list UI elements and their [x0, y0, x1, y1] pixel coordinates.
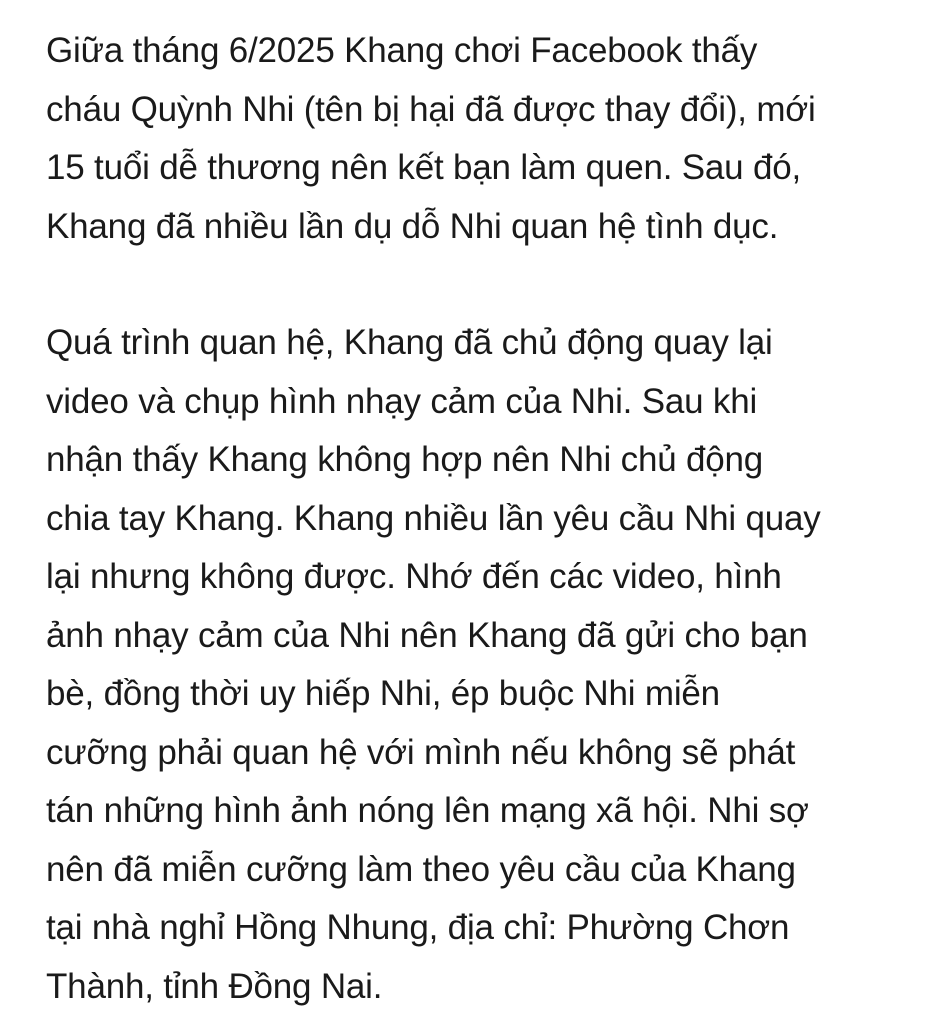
text-line: tán những hình ảnh nóng lên mạng xã hội. Nhi sợ [46, 791, 809, 830]
text-line: nên đã miễn cưỡng làm theo yêu cầu của Khang [46, 849, 796, 889]
text-line: cưỡng phải quan hệ với mình nếu không sẽ phát [46, 732, 796, 772]
text-line: nhận thấy Khang không hợp nên Nhi chủ động [46, 440, 764, 479]
text-line: video và chụp hình nhạy cảm của Nhi. Sau khi [46, 381, 758, 421]
article-body [46, 22, 906, 1016]
text-line: Thành, tỉnh Đồng Nai. [46, 966, 383, 1006]
text-line: 15 tuổi dễ thương nên kết bạn làm quen. Sau đó, [46, 148, 802, 187]
text-line: lại nhưng không được. Nhớ đến các video, hình [46, 557, 782, 596]
text-line: cháu Quỳnh Nhi (tên bị hại đã được thay đổi), mới [46, 89, 816, 129]
text-line: Giữa tháng 6/2025 Khang chơi Facebook thấy [46, 31, 758, 70]
text-line: bè, đồng thời uy hiếp Nhi, ép buộc Nhi miễn [46, 674, 720, 713]
text-line: Quá trình quan hệ, Khang đã chủ động quay lại [46, 323, 773, 362]
text-line: tại nhà nghỉ Hồng Nhung, địa chỉ: Phường Chơn [46, 908, 790, 947]
text-line: ảnh nhạy cảm của Nhi nên Khang đã gửi cho bạn [46, 615, 808, 655]
paragraph-1 [46, 22, 906, 256]
text-line: chia tay Khang. Khang nhiều lần yêu cầu Nhi quay [46, 498, 821, 538]
paragraph-2 [46, 314, 906, 1016]
text-line: Khang đã nhiều lần dụ dỗ Nhi quan hệ tình dục. [46, 206, 779, 246]
